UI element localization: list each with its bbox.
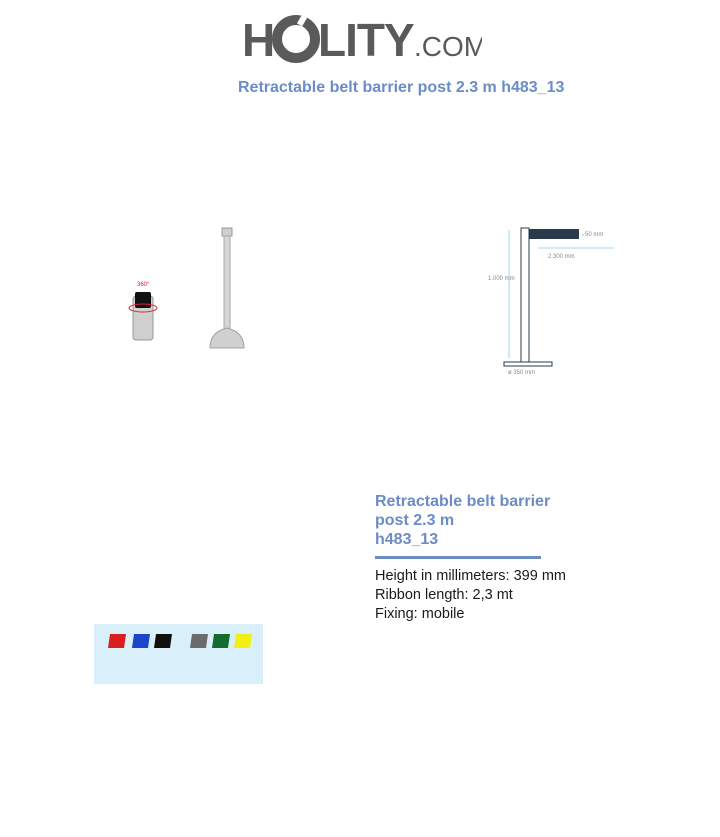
logo-o-ring — [277, 20, 315, 58]
diagram-post — [521, 228, 529, 362]
logo-letter-h: H — [242, 14, 276, 66]
spec-fixing: Fixing: mobile — [375, 606, 465, 622]
color-swatches — [94, 624, 263, 684]
color-swatch[interactable] — [190, 634, 208, 648]
logo-graphic — [242, 12, 482, 68]
color-swatch[interactable] — [132, 634, 150, 648]
color-swatch[interactable] — [234, 634, 252, 648]
logo-main-text: LITY — [318, 14, 414, 66]
spec-list — [375, 567, 605, 624]
base-diameter-label: ø 350 mm — [508, 370, 536, 376]
rotation-label: 360° — [137, 282, 150, 288]
product-photo — [118, 224, 258, 354]
color-swatch[interactable] — [154, 634, 172, 648]
color-swatch[interactable] — [108, 634, 126, 648]
post-top — [222, 228, 232, 236]
belt-width-label: 50 mm — [585, 232, 604, 238]
height-label: 1.000 mm — [488, 276, 515, 282]
color-swatch[interactable] — [212, 634, 230, 648]
product-info — [375, 492, 605, 624]
belt-length-label: 2.300 mm — [548, 254, 575, 260]
holity-logo[interactable] — [242, 12, 482, 68]
logo-suffix: .COM — [414, 31, 482, 62]
title-divider — [375, 556, 541, 559]
dimension-diagram — [484, 222, 624, 380]
spec-ribbon-length: Ribbon length: 2,3 mt — [375, 587, 513, 603]
spec-height: Height in millimeters: 399 mm — [375, 568, 566, 584]
product-title: Retractable belt barrier post 2.3 m h483_13 — [375, 493, 551, 548]
post-base — [210, 328, 244, 348]
post-head-cap — [135, 292, 151, 308]
diagram-belt — [529, 229, 579, 239]
diagram-base — [504, 362, 552, 366]
post-pole — [224, 236, 230, 332]
page-title: Retractable belt barrier post 2.3 m h483_13 — [238, 79, 565, 96]
